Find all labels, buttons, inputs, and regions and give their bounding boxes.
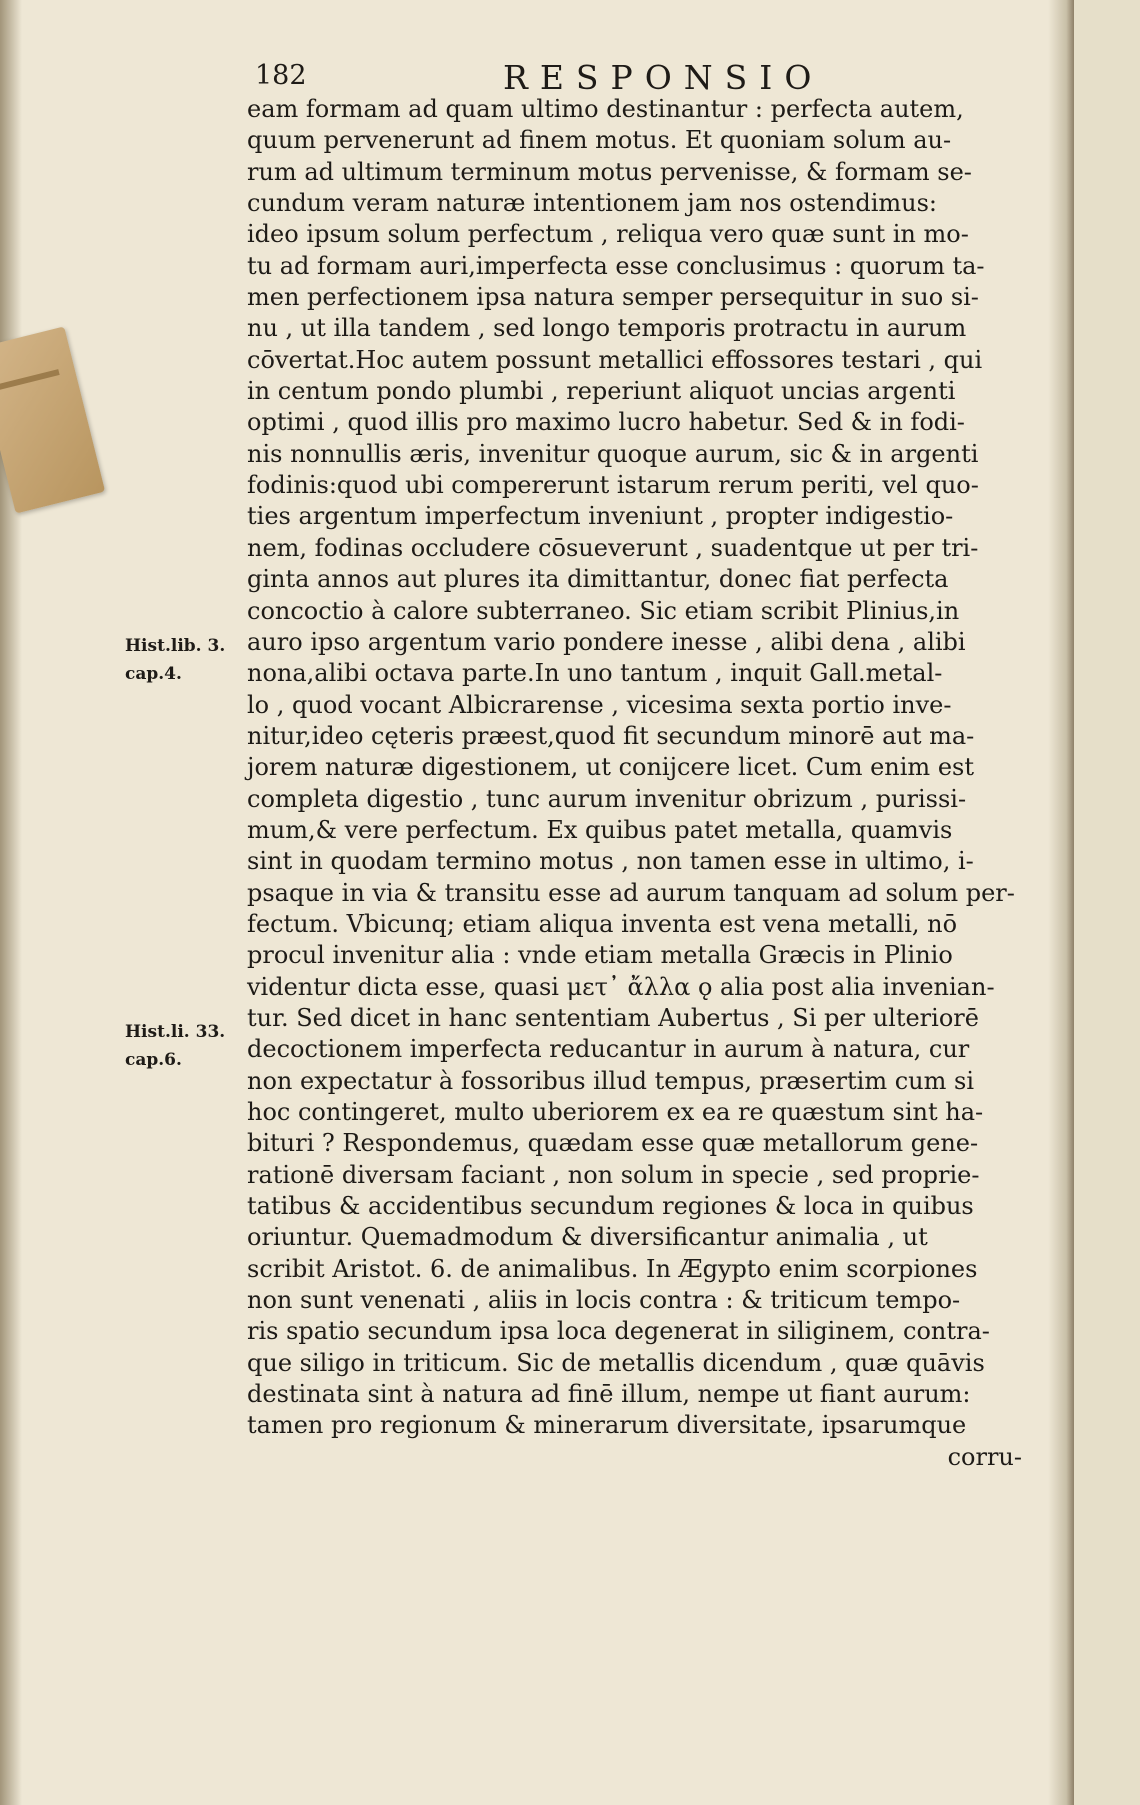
text-line: decoctionem imperfecta reducantur in aurum à natura, cur [247, 1035, 970, 1064]
catchword: corru- [947, 1442, 1022, 1471]
text-line: optimi , quod illis pro maximo lucro habetur. Sed & in fodi- [247, 408, 965, 437]
text-line: bituri ? Respondemus, quædam esse quæ metallorum gene- [247, 1129, 979, 1158]
text-line: ginta annos aut plures ita dimittantur, donec fiat perfecta [247, 565, 949, 594]
text-line: mum,& vere perfectum. Ex quibus patet metalla, quamvis [247, 815, 953, 844]
text-line: completa digestio , tunc aurum invenitur obrizum , purissi- [247, 784, 967, 813]
text-line: tu ad formam auri,imperfecta esse conclusimus : quorum ta- [247, 251, 985, 280]
text-line: nis nonnullis æris, invenitur quoque aurum, sic & in argenti [247, 439, 979, 468]
facing-page-edge [1074, 0, 1140, 1805]
text-line: fodinis:quod ubi compererunt istarum rerum periti, vel quo- [247, 471, 979, 500]
text-line: non expectatur à fossoribus illud tempus, præsertim cum si [247, 1066, 975, 1095]
margin-note [125, 1018, 225, 1074]
text-line: men perfectionem ipsa natura semper persequitur in suo si- [247, 283, 979, 312]
margin-note-line: Hist.lib. 3. [125, 636, 226, 656]
margin-note-line: Hist.li. 33. [125, 1022, 226, 1042]
text-line: eam formam ad quam ultimo destinantur : perfecta autem, [247, 95, 964, 123]
text-line: in centum pondo plumbi , reperiunt aliquot uncias argenti [247, 377, 956, 406]
margin-note-line: cap.4. [125, 664, 182, 684]
text-line: procul invenitur alia : vnde etiam metalla Græcis in Plinio [247, 941, 953, 970]
text-line: nitur,ideo cęteris præest,quod fit secundum minorē aut ma- [247, 721, 975, 750]
text-line: cundum veram naturæ intentionem jam nos ostendimus: [247, 189, 937, 218]
bookmark-stripe [0, 369, 60, 391]
text-line: ties argentum imperfectum inveniunt , propter indigestio- [247, 502, 954, 531]
paper-bookmark-tab [0, 326, 105, 513]
text-line: ideo ipsum solum perfectum , reliqua vero quæ sunt in mo- [247, 220, 969, 249]
text-line: scribit Aristot. 6. de animalibus. In Ægypto enim scorpiones [247, 1254, 978, 1283]
text-line: psaque in via & transitu esse ad aurum tanquam ad solum per- [247, 878, 1015, 907]
text-line: fectum. Vbicunq; etiam aliqua inventa est vena metalli, nō [247, 909, 958, 938]
text-line: quum pervenerunt ad finem motus. Et quoniam solum au- [247, 126, 952, 155]
text-line: non sunt venenati , aliis in locis contra : & triticum tempo- [247, 1286, 961, 1315]
binding-gutter [0, 0, 22, 1805]
text-line: hoc contingeret, multo uberiorem ex ea re quæstum sint ha- [247, 1098, 984, 1126]
margin-note [125, 632, 225, 688]
text-line: sint in quodam termino motus , non tamen esse in ultimo, i- [247, 847, 974, 876]
text-line: destinata sint à natura ad finē illum, nempe ut fiant aurum: [247, 1380, 971, 1409]
text-line: videntur dicta esse, quasi μετ᾽ ἄλλα ǫ alia post alia invenian- [247, 972, 995, 1001]
text-line: lo , quod vocant Albicrarense , vicesima sexta portio inve- [247, 690, 952, 719]
text-line: nona,alibi octava parte.In uno tantum , inquit Gall.metal- [247, 659, 943, 688]
page-number: 182 [255, 60, 307, 91]
text-line: jorem naturæ digestionem, ut conijcere licet. Cum enim est [247, 753, 974, 782]
text-line: cōvertat.Hoc autem possunt metallici effossores testari , qui [247, 345, 983, 374]
text-line: nu , ut illa tandem , sed longo temporis protractu in aurum [247, 314, 967, 343]
text-line: concoctio à calore subterraneo. Sic etiam scribit Plinius,in [247, 596, 960, 625]
page-header [255, 60, 1055, 98]
text-line: ris spatio secundum ipsa loca degenerat in siliginem, contra- [247, 1317, 990, 1346]
text-line: nem, fodinas occludere cōsueverunt , suadentque ut per tri- [247, 533, 979, 562]
text-line: rum ad ultimum terminum motus pervenisse, & formam se- [247, 157, 972, 186]
text-line: tur. Sed dicet in hanc sententiam Aubertus , Si per ulteriorē [247, 1003, 979, 1032]
text-line: tamen pro regionum & minerarum diversitate, ipsarumque [247, 1411, 967, 1440]
text-line: rationē diversam faciant , non solum in specie , sed proprie- [247, 1160, 980, 1189]
text-line: auro ipso argentum vario pondere inesse , alibi dena , alibi [247, 627, 966, 656]
text-line: oriuntur. Quemadmodum & diversificantur animalia , ut [247, 1223, 928, 1252]
body-text [247, 94, 1032, 1473]
running-title: RESPONSIO [503, 58, 824, 97]
text-line: tatibus & accidentibus secundum regiones & loca in quibus [247, 1192, 974, 1221]
page-edge-shadow [1048, 0, 1074, 1805]
text-line: que siligo in triticum. Sic de metallis dicendum , quæ quāvis [247, 1348, 985, 1377]
margin-note-line: cap.6. [125, 1050, 182, 1070]
